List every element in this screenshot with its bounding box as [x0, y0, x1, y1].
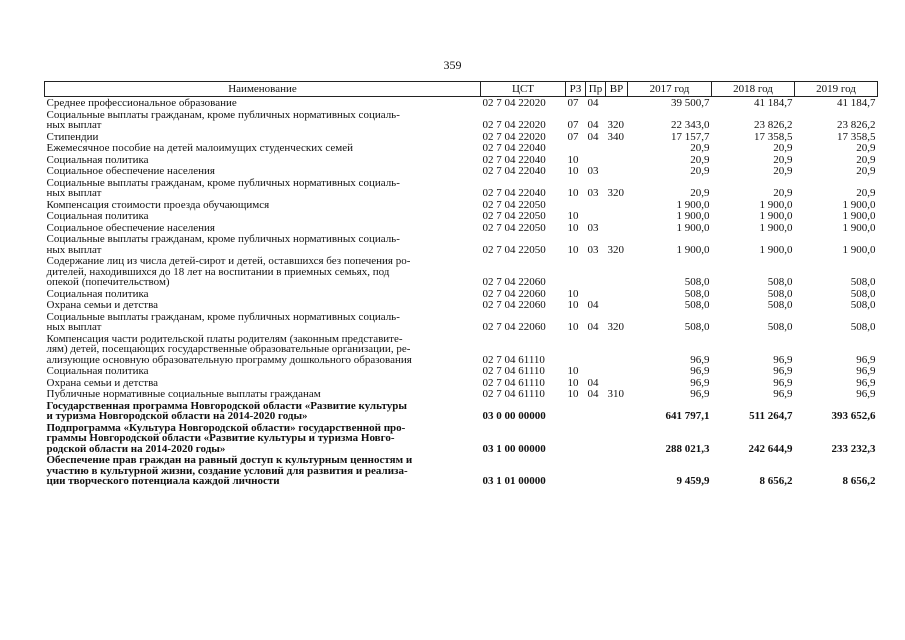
- row-cst: 02 7 04 22050: [482, 243, 546, 256]
- row-2019-value: 96,9: [856, 365, 876, 377]
- row-2017-value: 96,9: [690, 365, 710, 377]
- row-cst: 02 7 04 22020: [482, 130, 546, 143]
- row-2019-value: 508,0: [850, 287, 876, 300]
- table-row: [45, 131, 878, 143]
- row-2017-value: 20,9: [690, 187, 710, 199]
- row-2018-value: 1 900,0: [759, 210, 793, 222]
- row-2019-value: 233 232,3: [831, 442, 876, 455]
- row-2017-value: 508,0: [684, 276, 710, 288]
- row-name: Социальные выплаты гражданам, кроме публичных нормативных социаль- ных выплат: [46, 233, 400, 256]
- row-cst: 02 7 04 61110: [482, 376, 545, 389]
- table-body: [45, 97, 878, 487]
- row-pr: 04: [587, 376, 599, 389]
- row-vr: 310: [607, 388, 624, 400]
- row-2019-value: 23 826,2: [837, 119, 876, 131]
- row-pr: 03: [587, 165, 599, 177]
- table-row: [45, 165, 878, 177]
- table-row: [45, 210, 878, 222]
- row-rz: [566, 454, 586, 487]
- row-vr: 320: [607, 187, 624, 199]
- table-row: [45, 365, 878, 377]
- row-cst: 02 7 04 61110: [482, 388, 545, 400]
- row-2017-value: 39 500,7: [671, 97, 710, 109]
- row-vr: [606, 142, 628, 154]
- row-rz: 10: [567, 153, 579, 166]
- row-2019-value: 8 656,2: [842, 475, 876, 487]
- row-rz: 07: [567, 97, 579, 109]
- row-2018-value: 96,9: [773, 353, 793, 366]
- row-2017-value: 20,9: [690, 142, 710, 154]
- row-2018-value: 1 900,0: [759, 221, 793, 234]
- row-name: Социальные выплаты гражданам, кроме публичных нормативных социаль- ных выплат: [46, 108, 400, 131]
- row-2018-value: 96,9: [773, 388, 793, 400]
- row-pr: 04: [587, 299, 599, 311]
- row-2018-value: 41 184,7: [754, 97, 793, 109]
- row-2017-value: 22 343,0: [671, 119, 710, 131]
- row-2019-value: 1 900,0: [842, 243, 876, 256]
- row-rz: 10: [567, 376, 579, 389]
- row-pr: 04: [587, 388, 599, 400]
- row-2017-value: 641 797,1: [665, 410, 710, 422]
- row-vr: [606, 97, 628, 109]
- row-2018-value: 17 358,5: [754, 130, 793, 143]
- row-2017-value: 1 900,0: [676, 243, 710, 256]
- row-cst: 02 7 04 22060: [482, 299, 546, 311]
- row-rz: [566, 422, 586, 455]
- row-2017-value: 20,9: [690, 153, 710, 166]
- row-pr: [586, 210, 606, 222]
- row-vr: 320: [607, 321, 624, 333]
- row-name: Стипендии: [46, 130, 99, 143]
- row-vr: [606, 288, 628, 300]
- table-row: [45, 177, 878, 199]
- table-row: [45, 377, 878, 389]
- table-row: [45, 299, 878, 311]
- table-row: [45, 388, 878, 400]
- row-vr: [606, 299, 628, 311]
- row-vr: [606, 454, 628, 487]
- row-2019-value: 41 184,7: [837, 97, 876, 109]
- row-2017-value: 508,0: [684, 321, 710, 333]
- table-row: [45, 109, 878, 131]
- row-cst: 02 7 04 22040: [482, 165, 546, 177]
- row-name: Государственная программа Новгородской области «Развитие культуры и туризма Новгородской области на 2014-2020 годы»: [46, 399, 407, 422]
- row-pr: [586, 333, 606, 366]
- row-pr: 03: [587, 243, 599, 256]
- row-2018-value: 242 644,9: [748, 442, 793, 455]
- row-2017-value: 9 459,9: [676, 475, 710, 487]
- row-2017-value: 1 900,0: [676, 221, 710, 234]
- row-vr: [606, 210, 628, 222]
- row-2017-value: 96,9: [690, 376, 710, 389]
- row-2019-value: 96,9: [856, 388, 876, 400]
- row-rz: 10: [567, 365, 579, 377]
- row-pr: [586, 454, 606, 487]
- row-name: Ежемесячное пособие на детей малоимущих студенческих семей: [46, 142, 353, 154]
- header-cst: ЦСТ: [481, 82, 566, 97]
- row-vr: [606, 222, 628, 234]
- row-2019-value: 393 652,6: [831, 410, 876, 422]
- row-rz: 10: [567, 165, 579, 177]
- row-cst: 03 0 00 00000: [482, 410, 546, 422]
- row-pr: 04: [587, 130, 599, 143]
- row-vr: 340: [607, 130, 624, 143]
- row-vr: [606, 199, 628, 211]
- row-name: Охрана семьи и детства: [46, 376, 159, 389]
- row-pr: [586, 255, 606, 288]
- row-vr: [606, 154, 628, 166]
- row-2018-value: 96,9: [773, 376, 793, 389]
- header-2019: 2019 год: [795, 82, 878, 97]
- row-pr: 03: [587, 187, 599, 199]
- row-vr: [606, 377, 628, 389]
- header-rz: РЗ: [566, 82, 586, 97]
- row-cst: 02 7 04 22050: [482, 221, 546, 234]
- row-2018-value: 8 656,2: [759, 475, 793, 487]
- header-pr: Пр: [586, 82, 606, 97]
- row-pr: [586, 199, 606, 211]
- row-2019-value: 1 900,0: [842, 221, 876, 234]
- row-rz: 10: [567, 287, 579, 300]
- row-vr: [606, 333, 628, 366]
- table-row: [45, 288, 878, 300]
- row-rz: [566, 199, 586, 211]
- row-rz: 10: [567, 243, 579, 256]
- row-2018-value: 1 900,0: [759, 198, 793, 211]
- row-2019-value: 508,0: [850, 321, 876, 333]
- row-vr: [606, 422, 628, 455]
- row-2018-value: 20,9: [773, 187, 793, 199]
- row-cst: 02 7 04 61110: [482, 353, 545, 366]
- row-name: Социальная политика: [46, 365, 149, 377]
- row-rz: [566, 142, 586, 154]
- row-name: Социальная политика: [46, 153, 149, 166]
- row-2017-value: 20,9: [690, 165, 710, 177]
- table-row: [45, 199, 878, 211]
- row-cst: 02 7 04 22050: [482, 210, 546, 222]
- row-name: Компенсация стоимости проезда обучающимся: [46, 198, 270, 211]
- row-rz: 10: [567, 221, 579, 234]
- row-rz: 10: [567, 321, 579, 333]
- row-2018-value: 96,9: [773, 365, 793, 377]
- row-2017-value: 1 900,0: [676, 210, 710, 222]
- row-2018-value: 23 826,2: [754, 119, 793, 131]
- row-rz: 07: [567, 130, 579, 143]
- row-2018-value: 20,9: [773, 142, 793, 154]
- row-pr: [586, 154, 606, 166]
- row-rz: 10: [567, 299, 579, 311]
- table-row: [45, 422, 878, 455]
- row-2017-value: 288 021,3: [665, 442, 710, 455]
- row-vr: [606, 400, 628, 422]
- row-pr: [586, 422, 606, 455]
- row-2017-value: 508,0: [684, 299, 710, 311]
- row-name: Подпрограмма «Культура Новгородской области» государственной про- граммы Новгородской области «Развитие культуры и туризма Новго- родской области на 2014-2020 годы»: [46, 421, 406, 455]
- row-cst: 02 7 04 22020: [482, 97, 546, 109]
- row-vr: 320: [607, 119, 624, 131]
- row-rz: [566, 400, 586, 422]
- row-rz: 10: [567, 210, 579, 222]
- row-rz: 07: [567, 119, 579, 131]
- page-number: 359: [443, 58, 462, 72]
- row-rz: 10: [567, 187, 579, 199]
- header-2018: 2018 год: [712, 82, 795, 97]
- row-cst: 03 1 01 00000: [482, 475, 546, 487]
- row-2019-value: 20,9: [856, 165, 876, 177]
- table-row: [45, 233, 878, 255]
- row-2019-value: 508,0: [850, 299, 876, 311]
- header-row: [45, 82, 878, 97]
- table-row: [45, 400, 878, 422]
- row-cst: 02 7 04 22040: [482, 142, 546, 154]
- row-vr: [606, 255, 628, 288]
- row-pr: 04: [587, 97, 599, 109]
- row-cst: 03 1 00 00000: [482, 442, 546, 455]
- table-row: [45, 154, 878, 166]
- row-name: Содержание лиц из числа детей-сирот и детей, оставшихся без попечения ро- дителей, находившихся до 18 лет на воспитании в приемных семьях, под опекой (попечительством): [46, 255, 411, 288]
- table-row: [45, 333, 878, 366]
- row-name: Обеспечение прав граждан на равный доступ к культурным ценностям и участию в культурной жизни, создание условий для развития и реализа- ции творческого потенциала каждой личности: [46, 454, 413, 487]
- row-2019-value: 96,9: [856, 353, 876, 366]
- row-pr: 04: [587, 119, 599, 131]
- row-cst: 02 7 04 22040: [482, 153, 546, 166]
- table-row: [45, 142, 878, 154]
- budget-table: [44, 81, 878, 487]
- row-rz: 10: [567, 388, 579, 400]
- row-pr: [586, 288, 606, 300]
- row-2018-value: 20,9: [773, 153, 793, 166]
- row-vr: 320: [607, 243, 624, 256]
- row-cst: 02 7 04 22050: [482, 198, 546, 211]
- row-rz: [566, 255, 586, 288]
- row-name: Социальные выплаты гражданам, кроме публичных нормативных социаль- ных выплат: [46, 176, 400, 199]
- table-row: [45, 255, 878, 288]
- row-2017-value: 96,9: [690, 388, 710, 400]
- row-name: Публичные нормативные социальные выплаты гражданам: [46, 388, 321, 400]
- row-2018-value: 508,0: [767, 321, 793, 333]
- row-2018-value: 508,0: [767, 287, 793, 300]
- row-name: Компенсация части родительской платы родителям (законным представите- лям) детей, посещающих государственные образовательные организации, ре- ализующие основную образовательную программу дошкольного образования: [46, 332, 412, 366]
- row-2019-value: 20,9: [856, 142, 876, 154]
- table-row: [45, 222, 878, 234]
- row-name: Охрана семьи и детства: [46, 299, 159, 311]
- row-2018-value: 1 900,0: [759, 243, 793, 256]
- row-pr: 04: [587, 321, 599, 333]
- row-2018-value: 511 264,7: [749, 410, 793, 422]
- row-cst: 02 7 04 22060: [482, 276, 546, 288]
- table-row: [45, 97, 878, 109]
- row-pr: [586, 365, 606, 377]
- row-2019-value: 1 900,0: [842, 198, 876, 211]
- header-name: Наименование: [45, 82, 481, 97]
- row-2019-value: 20,9: [856, 153, 876, 166]
- row-name: Социальное обеспечение населения: [46, 221, 215, 234]
- row-2017-value: 508,0: [684, 287, 710, 300]
- row-name: Социальное обеспечение населения: [46, 165, 215, 177]
- row-cst: 02 7 04 22020: [482, 119, 546, 131]
- row-2017-value: 1 900,0: [676, 198, 710, 211]
- row-cst: 02 7 04 22040: [482, 187, 546, 199]
- row-vr: [606, 365, 628, 377]
- row-2019-value: 508,0: [850, 276, 876, 288]
- row-name: Социальная политика: [46, 210, 149, 222]
- header-vr: ВР: [606, 82, 628, 97]
- table-row: [45, 454, 878, 487]
- row-2018-value: 508,0: [767, 276, 793, 288]
- row-cst: 02 7 04 22060: [482, 321, 546, 333]
- table-row: [45, 311, 878, 333]
- header-2017: 2017 год: [628, 82, 712, 97]
- row-name: Социальная политика: [46, 287, 149, 300]
- row-vr: [606, 165, 628, 177]
- row-2017-value: 96,9: [690, 353, 710, 366]
- row-2019-value: 20,9: [856, 187, 876, 199]
- row-2019-value: 1 900,0: [842, 210, 876, 222]
- row-name: Социальные выплаты гражданам, кроме публичных нормативных социаль- ных выплат: [46, 310, 400, 333]
- row-name: Среднее профессиональное образование: [46, 97, 237, 109]
- row-pr: [586, 142, 606, 154]
- row-cst: 02 7 04 61110: [482, 365, 545, 377]
- row-2019-value: 96,9: [856, 376, 876, 389]
- row-cst: 02 7 04 22060: [482, 287, 546, 300]
- row-pr: 03: [587, 221, 599, 234]
- row-rz: [566, 333, 586, 366]
- row-2018-value: 20,9: [773, 165, 793, 177]
- row-2019-value: 17 358,5: [837, 130, 876, 143]
- row-2018-value: 508,0: [767, 299, 793, 311]
- row-2017-value: 17 157,7: [671, 130, 710, 143]
- row-pr: [586, 400, 606, 422]
